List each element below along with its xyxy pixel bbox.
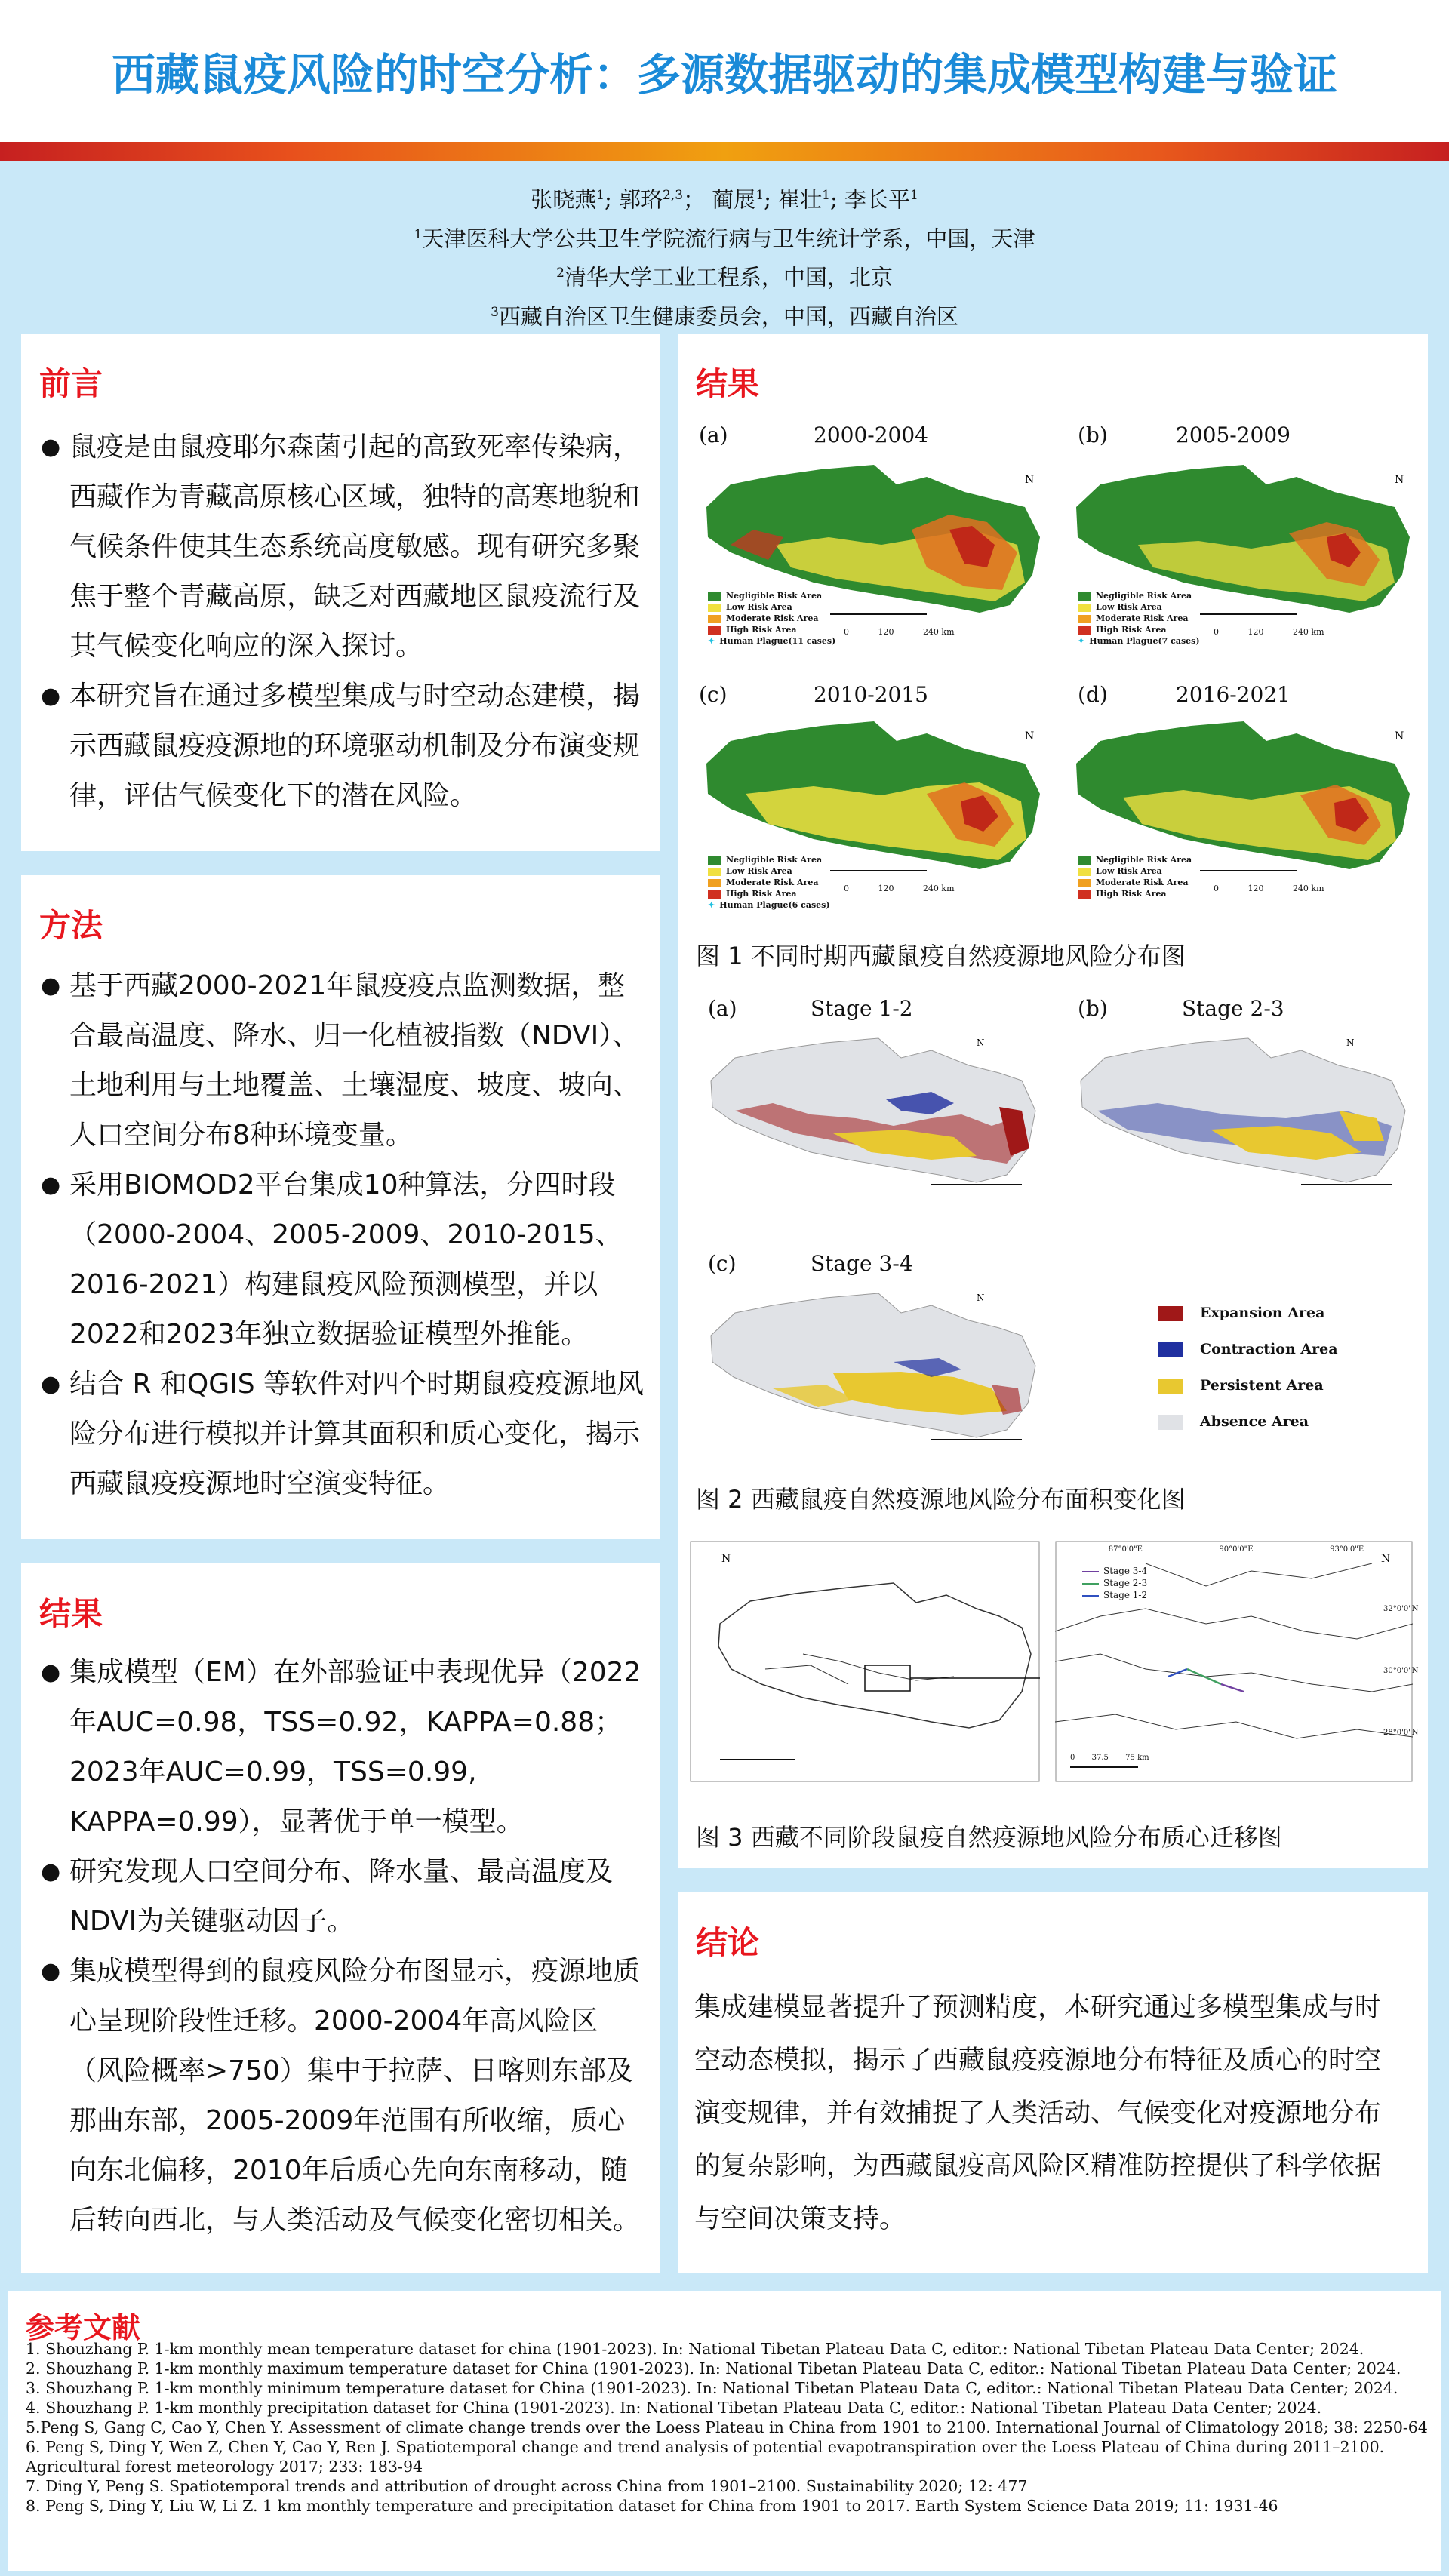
- legend-swatch: [1078, 615, 1091, 623]
- legend-item: [1082, 1577, 1147, 1589]
- fig3-legend: [1082, 1565, 1147, 1601]
- conclusion-text: 集成建模显著提升了预测精度，本研究通过多模型集成与时空动态模拟，揭示了西藏鼠疫疫源地分布特征及质心的时空演变规律，并有效捕捉了人类活动、气候变化对疫源地分布的复杂影响，为西藏鼠疫高风险区精准防控提供了科学依据与空间决策支持。: [694, 1993, 1382, 2234]
- legend-item: [708, 601, 835, 613]
- legend-label: Stage 3-4: [1103, 1566, 1148, 1576]
- change-map-b: [1075, 1028, 1407, 1194]
- legend-item: [1078, 590, 1200, 601]
- bullet-item: ● 研究发现人口空间分布、降水量、最高温度及NDVI为关键驱动因子。: [41, 1847, 645, 1947]
- intro-title: 前言: [39, 365, 103, 402]
- affiliation-sup: 2: [556, 266, 565, 281]
- scale-label: 240 km: [922, 627, 955, 637]
- scale-label: 240 km: [1292, 627, 1324, 637]
- author-sup: 1: [755, 188, 764, 203]
- lat-label: 28°0'0"N: [1383, 1729, 1419, 1737]
- legend-label: Negligible Risk Area: [1096, 591, 1192, 601]
- bullet-item: ● 鼠疫是由鼠疫耶尔森菌引起的高致死率传染病，西藏作为青藏高原核心区域，独特的高寒地貌和气候条件使其生态系统高度敏感。现有研究多聚焦于整个青藏高原，缺乏对西藏地区鼠疫流行及其气候变化响应的深入探讨。: [41, 423, 645, 672]
- scale-label: 0: [1070, 1754, 1075, 1762]
- reference-item: 5.Peng S, Gang C, Cao Y, Chen Y. Assessment of climate change trends over the Loess Plateau in China from 1901 to 2100. International Journal of Climatology 2018; 38: 2250-64: [26, 2418, 1428, 2436]
- legend-label: Low Risk Area: [1096, 866, 1162, 876]
- fig1-tag: (c): [699, 682, 728, 707]
- lon-label: 87°0'0"E: [1108, 1545, 1143, 1554]
- centroid-overview-map: [690, 1541, 1040, 1782]
- legend-label: Negligible Risk Area: [1096, 855, 1192, 865]
- references-list: [26, 2339, 1429, 2516]
- legend-label: Persistent Area: [1200, 1377, 1324, 1394]
- reference-item: 3. Shouzhang P. 1-km monthly minimum temperature dataset for China (1901-2023). In: National Tibetan Plateau Data C, editor.: National Tibetan Plateau Data Center; 2024.: [26, 2379, 1398, 2397]
- fig1-tag: (d): [1078, 682, 1108, 707]
- affiliation: [0, 256, 1449, 295]
- author-name: ； 蔺展: [683, 186, 756, 213]
- reference-item: 2. Shouzhang P. 1-km monthly maximum temperature dataset for China (1901-2023). In: National Tibetan Plateau Data C, editor.: National Tibetan Plateau Data Center; 2024.: [26, 2359, 1401, 2378]
- reference-item: 6. Peng S, Ding Y, Wen Z, Chen Y, Cao Y, Ren J. Spatiotemporal change and trend analysis of potential evapotranspiration over the Loess Plateau of China during 2011–2100. Agricultural forest meteorology 2017; 233: 183-94: [26, 2438, 1385, 2476]
- author-name: 张晓燕: [531, 186, 597, 213]
- authors-block: [0, 178, 1449, 334]
- fig1-tag: (b): [1078, 423, 1108, 447]
- fig1-period: 2000-2004: [814, 423, 928, 447]
- fig1-caption: 图 1 不同时期西藏鼠疫自然疫源地风险分布图: [696, 942, 1186, 970]
- legend-swatch: [708, 890, 721, 899]
- fig1-period: 2010-2015: [814, 682, 928, 707]
- legend-swatch: [1158, 1306, 1183, 1321]
- legend-label: Negligible Risk Area: [726, 855, 823, 865]
- lat-label: 32°0'0"N: [1383, 1605, 1419, 1613]
- legend-swatch: [708, 615, 721, 623]
- legend-label: Moderate Risk Area: [726, 613, 819, 623]
- legend-label: Moderate Risk Area: [726, 878, 819, 887]
- legend-swatch: [708, 879, 721, 887]
- legend-label: Negligible Risk Area: [726, 591, 823, 601]
- legend-item: [1078, 854, 1192, 865]
- legend-item: [708, 854, 830, 865]
- scale-label: 0: [844, 627, 849, 637]
- scale-label: 0: [1214, 627, 1219, 637]
- intro-panel: [21, 334, 660, 851]
- scale-label: 120: [878, 627, 894, 637]
- scale-label: 240 km: [1292, 884, 1324, 893]
- fig1-scale: [844, 883, 955, 894]
- legend-item: [1078, 888, 1192, 899]
- author-sup: 1: [822, 188, 830, 203]
- north-arrow-label: N: [1346, 1037, 1355, 1048]
- legend-swatch: [1158, 1379, 1183, 1394]
- legend-swatch: [708, 604, 721, 612]
- fig1-legend: [708, 590, 835, 647]
- legend-item: [708, 590, 835, 601]
- legend-item: [708, 888, 830, 899]
- intro-bullets: [41, 423, 645, 821]
- poster-title: 西藏鼠疫风险的时空分析：多源数据驱动的集成模型构建与验证: [111, 49, 1337, 100]
- scale-label: 0: [1214, 884, 1219, 893]
- legend-item: [1082, 1589, 1147, 1601]
- conclusion-panel: [678, 1892, 1428, 2273]
- fig1-legend: [1078, 590, 1200, 647]
- legend-swatch: [1078, 868, 1091, 876]
- author-sup: 1: [909, 188, 918, 203]
- scale-label: 0: [844, 884, 849, 893]
- bullet-item: ● 本研究旨在通过多模型集成与时空动态建模，揭示西藏鼠疫疫源地的环境驱动机制及分布演变规律，评估气候变化下的潜在风险。: [41, 672, 645, 821]
- legend-swatch: [708, 626, 721, 635]
- legend-item: ✦ Human Plague(6 cases): [708, 900, 830, 910]
- legend-label: High Risk Area: [1096, 625, 1167, 635]
- fig2-legend: [1158, 1295, 1338, 1440]
- legend-item: [708, 877, 830, 888]
- legend-label: Human Plague(6 cases): [719, 900, 830, 910]
- legend-swatch: [1158, 1415, 1183, 1430]
- north-arrow-label: N: [1381, 1553, 1391, 1565]
- results-panel-right: [678, 334, 1428, 1868]
- methods-title: 方法: [39, 907, 103, 944]
- results-panel-left: [21, 1563, 660, 2273]
- fig3-scale: [1070, 1752, 1149, 1763]
- fig1-scale: [844, 626, 955, 638]
- fig2-tag: (b): [1078, 996, 1108, 1021]
- fig3-lon-labels: [1070, 1544, 1402, 1555]
- legend-swatch: [1078, 879, 1091, 887]
- north-arrow-label: N: [977, 1037, 985, 1048]
- north-arrow-label: N: [1025, 474, 1035, 486]
- legend-item: [1158, 1403, 1338, 1440]
- references-title: 参考文献: [26, 2311, 141, 2344]
- reference-item: 1. Shouzhang P. 1-km monthly mean temperature dataset for china (1901-2023). In: National Tibetan Plateau Data C, editor.: National Tibetan Plateau Data Center; 2024.: [26, 2340, 1364, 2358]
- scale-label: 75 km: [1125, 1754, 1149, 1762]
- bullet-item: ● 基于西藏2000-2021年鼠疫疫点监测数据，整合最高温度、降水、归一化植被指数（NDVI）、土地利用与土地覆盖、土壤湿度、坡度、坡向、人口空间分布8种环境变量。: [41, 961, 645, 1160]
- legend-label: Low Risk Area: [726, 602, 792, 612]
- north-arrow-label: N: [1395, 730, 1404, 742]
- legend-label: Absence Area: [1200, 1413, 1309, 1430]
- affiliation-text: 西藏自治区卫生健康委员会，中国，西藏自治区: [498, 303, 958, 330]
- author-name: ; 郭珞: [605, 186, 663, 213]
- legend-swatch: [1078, 592, 1091, 601]
- legend-item: [1078, 613, 1200, 624]
- affiliation-sup: 3: [491, 304, 499, 320]
- author-line: [0, 178, 1449, 217]
- legend-label: Human Plague(7 cases): [1089, 636, 1200, 646]
- legend-swatch: [708, 868, 721, 876]
- change-map-c: [705, 1283, 1037, 1449]
- north-arrow-label: N: [977, 1293, 985, 1303]
- author-name: ; 李长平: [829, 186, 910, 213]
- legend-item: [1078, 877, 1192, 888]
- affiliation-text: 清华大学工业工程系，中国，北京: [564, 264, 893, 290]
- legend-swatch: [1158, 1342, 1183, 1357]
- scale-label: 240 km: [922, 884, 955, 893]
- bullet-item: ● 结合 R 和QGIS 等软件对四个时期鼠疫疫源地风险分布进行模拟并计算其面积和质心变化，揭示西藏鼠疫疫源地时空演变特征。: [41, 1360, 645, 1509]
- affiliation: [0, 217, 1449, 257]
- legend-item: [1078, 865, 1192, 877]
- scale-label: 120: [878, 884, 894, 893]
- affiliation-sup: 1: [414, 226, 423, 242]
- reference-item: 4. Shouzhang P. 1-km monthly precipitation dataset for China (1901-2023). In: National Tibetan Plateau Data C, editor.: National Tibetan Plateau Data Center; 2024.: [26, 2399, 1322, 2417]
- legend-label: Contraction Area: [1200, 1341, 1338, 1357]
- header-stripe: [0, 142, 1449, 161]
- results-title: 结果: [39, 1595, 103, 1632]
- legend-label: Stage 1-2: [1103, 1590, 1148, 1600]
- fig1-scale: [1214, 883, 1324, 894]
- reference-item: 7. Ding Y, Peng S. Spatiotemporal trends and attribution of drought across China from 1901–2100. Sustainability 2020; 12: 477: [26, 2477, 1028, 2495]
- methods-panel: [21, 875, 660, 1539]
- legend-item: [708, 624, 835, 635]
- author-sup: 2,3: [663, 188, 684, 203]
- scale-label: 120: [1247, 627, 1264, 637]
- author-sup: 1: [596, 188, 605, 203]
- legend-label: Low Risk Area: [726, 866, 792, 876]
- fig2-tag: (a): [708, 996, 737, 1021]
- fig3-caption: 图 3 西藏不同阶段鼠疫自然疫源地风险分布质心迁移图: [696, 1823, 1282, 1852]
- author-name: ; 崔壮: [764, 186, 823, 213]
- lon-label: 90°0'0"E: [1219, 1545, 1254, 1554]
- north-arrow-label: N: [1025, 730, 1035, 742]
- legend-label: Moderate Risk Area: [1096, 878, 1189, 887]
- fig2-caption: 图 2 西藏鼠疫自然疫源地风险分布面积变化图: [696, 1485, 1186, 1514]
- affiliation-text: 天津医科大学公共卫生学院流行病与卫生统计学系，中国，天津: [422, 226, 1035, 252]
- legend-swatch: [708, 592, 721, 601]
- north-arrow-label: N: [721, 1553, 731, 1565]
- legend-item: [708, 613, 835, 624]
- bullet-item: ● 集成模型（EM）在外部验证中表现优异（2022年AUC=0.98，TSS=0.92，KAPPA=0.88；2023年AUC=0.99，TSS=0.99, KAPPA=0.99），显著优于单一模型。: [41, 1648, 645, 1847]
- legend-label: High Risk Area: [1096, 889, 1167, 899]
- legend-label: Human Plague(11 cases): [719, 636, 836, 646]
- legend-item: [1078, 601, 1200, 613]
- legend-item: [1158, 1331, 1338, 1367]
- legend-item: [1082, 1565, 1147, 1577]
- fig2-tag: (c): [708, 1251, 737, 1276]
- legend-swatch: [1078, 890, 1091, 899]
- change-map-a: [705, 1028, 1037, 1194]
- legend-item: [708, 865, 830, 877]
- scale-label: 120: [1247, 884, 1264, 893]
- legend-item: [1158, 1367, 1338, 1403]
- legend-swatch: [708, 856, 721, 865]
- legend-swatch: [1078, 626, 1091, 635]
- scale-label: 37.5: [1091, 1754, 1109, 1762]
- fig1-legend: [1078, 854, 1192, 899]
- reference-item: 8. Peng S, Ding Y, Liu W, Li Z. 1 km monthly temperature and precipitation dataset for China from 1901 to 2017. Earth System Science Data 2019; 11: 1931-46: [26, 2497, 1278, 2515]
- legend-label: High Risk Area: [726, 625, 797, 635]
- fig2-stage: Stage 1-2: [811, 996, 913, 1021]
- conclusion-title: 结论: [696, 1924, 760, 1961]
- north-arrow-label: N: [1395, 474, 1404, 486]
- results-bullets: [41, 1648, 645, 2246]
- fig2-stage: Stage 3-4: [811, 1251, 913, 1276]
- fig1-period: 2005-2009: [1176, 423, 1291, 447]
- lat-label: 30°0'0"N: [1383, 1667, 1419, 1675]
- affiliation: [0, 295, 1449, 334]
- legend-item: ✦ Human Plague(7 cases): [1078, 636, 1200, 646]
- methods-bullets: [41, 961, 645, 1509]
- bullet-item: ● 集成模型得到的鼠疫风险分布图显示，疫源地质心呈现阶段性迁移。2000-2004年高风险区（风险概率>750）集中于拉萨、日喀则东部及那曲东部，2005-2009年范围有所收缩，质心向东北偏移，2010年后质心先向东南移动，随后转向西北，与人类活动及气候变化密切相关。: [41, 1947, 645, 2246]
- fig1-scale: [1214, 626, 1324, 638]
- fig2-stage: Stage 2-3: [1182, 996, 1284, 1021]
- lon-label: 93°0'0"E: [1330, 1545, 1364, 1554]
- legend-item: [1078, 624, 1200, 635]
- legend-label: Stage 2-3: [1103, 1578, 1148, 1588]
- legend-label: Low Risk Area: [1096, 602, 1162, 612]
- results-right-title: 结果: [696, 365, 760, 402]
- bullet-item: ● 采用BIOMOD2平台集成10种算法，分四时段（2000-2004、2005-2009、2010-2015、2016-2021）构建鼠疫风险预测模型，并以2022和2023年独立数据验证模型外推能。: [41, 1160, 645, 1360]
- fig1-tag: (a): [699, 423, 728, 447]
- header: [0, 0, 1449, 143]
- legend-swatch: [1078, 856, 1091, 865]
- legend-swatch: [1078, 604, 1091, 612]
- legend-item: ✦ Human Plague(11 cases): [708, 636, 836, 646]
- legend-label: High Risk Area: [726, 889, 797, 899]
- legend-label: Expansion Area: [1200, 1305, 1325, 1321]
- legend-label: Moderate Risk Area: [1096, 613, 1189, 623]
- legend-item: [1158, 1295, 1338, 1331]
- fig3-lat-labels: [1383, 1578, 1419, 1764]
- fig1-period: 2016-2021: [1176, 682, 1291, 707]
- fig1-legend: [708, 854, 830, 911]
